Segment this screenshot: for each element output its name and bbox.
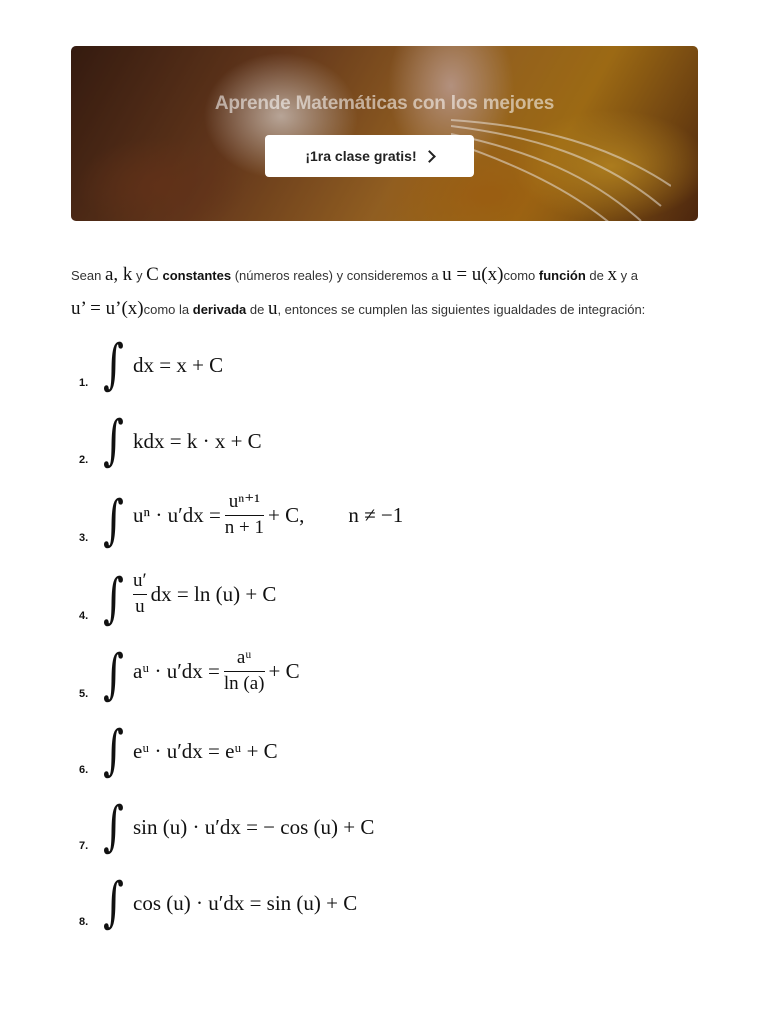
fraction-denominator: u: [135, 595, 145, 617]
integral-icon: ∫: [103, 643, 124, 707]
intro-text: , entonces se cumplen las siguientes igualdades de integración:: [277, 302, 646, 317]
banner-title: Aprende Matemáticas con los mejores: [214, 93, 555, 114]
formula-8: [79, 871, 679, 948]
math-u-prime: u’ = u’(x): [71, 298, 144, 319]
bold-constantes: constantes: [162, 268, 232, 283]
fraction-numerator: aᵘ: [236, 647, 252, 668]
formula-expression: sin (u) · u′dx = − cos (u) + C: [133, 815, 375, 839]
intro-text: (números reales) y consideremos a: [231, 268, 443, 283]
fraction: [225, 492, 264, 539]
whisk-image: [451, 106, 671, 221]
formula-number: 8.: [79, 916, 89, 928]
formula-4: [79, 567, 679, 640]
fraction-numerator: uⁿ⁺¹: [228, 491, 261, 512]
formula-expression: dx = x + C: [133, 353, 224, 377]
intro-text: como: [503, 268, 539, 283]
integral-icon: ∫: [103, 567, 124, 631]
formula-number: 4.: [79, 610, 89, 622]
free-class-button[interactable]: [265, 135, 474, 177]
formula-right: dx = ln (u) + C: [150, 581, 277, 606]
formula-expression: [133, 492, 403, 539]
fraction-numerator: u′: [133, 570, 147, 591]
formula-1: [79, 333, 679, 410]
intro-text: de: [585, 268, 608, 283]
integral-icon: ∫: [103, 719, 124, 783]
math-constant-c: C: [146, 264, 159, 285]
formula-number: 5.: [79, 688, 89, 700]
integral-icon: ∫: [103, 409, 124, 473]
formula-number: 3.: [79, 532, 89, 544]
formula-condition: n ≠ −1: [348, 502, 404, 527]
bold-funcion: función: [538, 268, 586, 283]
formula-expression: [133, 571, 276, 618]
formula-6: [79, 719, 679, 796]
intro-text: y: [132, 268, 147, 283]
formula-expression: eᵘ · u′dx = eᵘ + C: [133, 739, 278, 763]
math-u: u: [267, 298, 278, 319]
formula-number: 2.: [79, 454, 89, 466]
formula-number: 7.: [79, 840, 89, 852]
bold-derivada: derivada: [192, 302, 247, 317]
math-u-of-x: u = u(x): [442, 264, 504, 285]
intro-text: Sean: [71, 268, 105, 283]
fraction-bar: [225, 515, 264, 516]
formula-left: aᵘ · u′dx =: [133, 658, 220, 683]
formula-expression: kdx = k · x + C: [133, 429, 262, 453]
free-class-button-label: ¡1ra clase gratis!: [305, 148, 417, 164]
math-x: x: [607, 264, 617, 285]
intro-paragraph: [71, 258, 711, 326]
fraction-denominator: ln (a): [223, 672, 265, 694]
math-constants-ak: a, k: [104, 264, 133, 285]
integral-icon: ∫: [103, 333, 124, 397]
formula-number: 6.: [79, 764, 89, 776]
formula-7: [79, 795, 679, 872]
formula-2: [79, 409, 679, 486]
formula-left: uⁿ · u′dx =: [133, 502, 221, 527]
promo-banner[interactable]: [71, 46, 698, 221]
intro-text: como la: [143, 302, 193, 317]
formula-expression: [133, 648, 300, 695]
integral-icon: ∫: [103, 871, 124, 935]
fraction-bar: [224, 671, 265, 672]
integral-icon: ∫: [103, 489, 124, 553]
intro-text: y a: [617, 268, 638, 283]
fraction: [224, 648, 265, 695]
chevron-right-icon: [423, 150, 436, 163]
formula-expression: cos (u) · u′dx = sin (u) + C: [133, 891, 358, 915]
formula-right: + C: [268, 658, 300, 683]
integral-icon: ∫: [103, 795, 124, 859]
formula-3: [79, 489, 679, 562]
formula-5: [79, 643, 679, 716]
fraction-denominator: n + 1: [224, 516, 265, 538]
intro-text: de: [246, 302, 268, 317]
fraction: [133, 571, 147, 618]
formula-right: + C,: [268, 502, 305, 527]
formula-number: 1.: [79, 377, 89, 389]
fraction-bar: [133, 594, 147, 595]
